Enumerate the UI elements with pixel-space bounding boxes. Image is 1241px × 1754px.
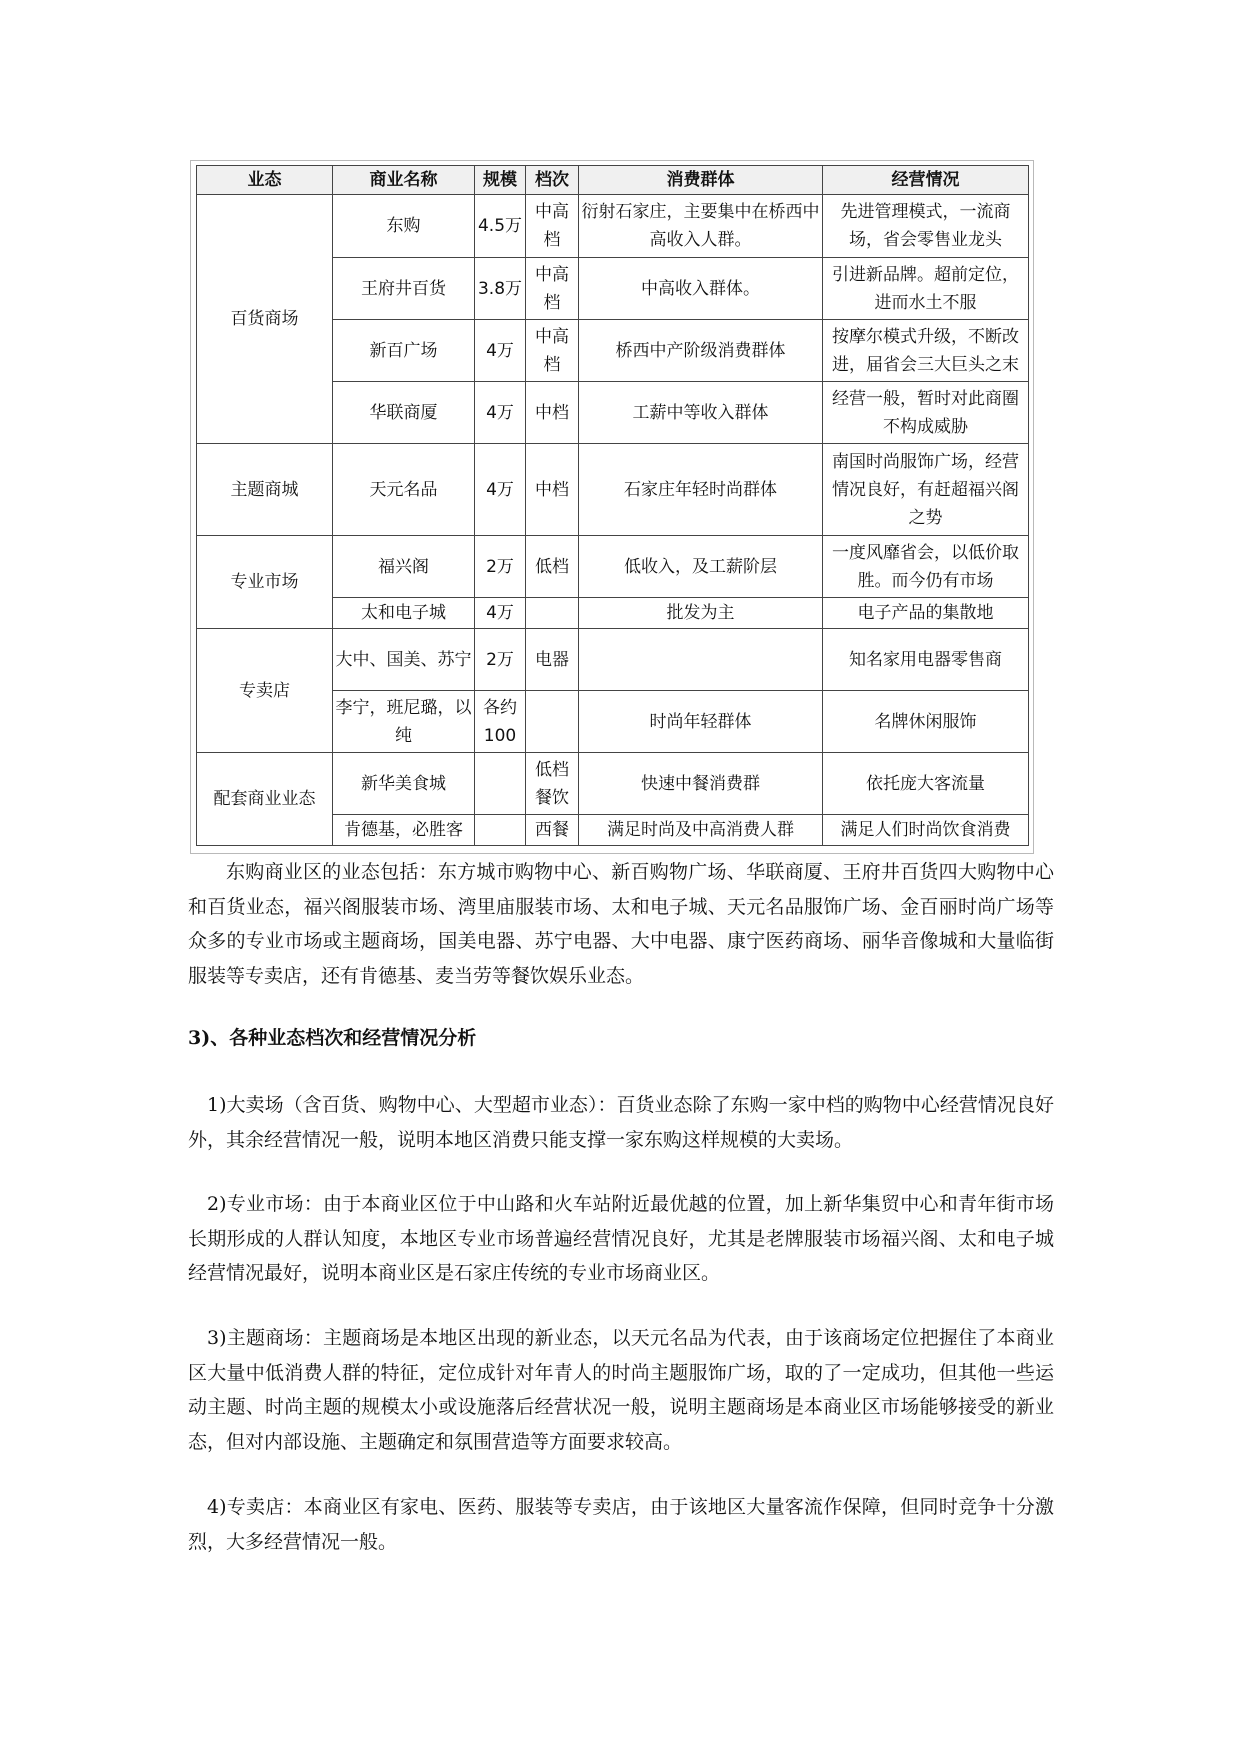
header-cell: 经营情况 xyxy=(823,166,1029,195)
grade-cell: 中高档 xyxy=(526,258,579,320)
name-cell: 王府井百货 xyxy=(333,258,475,320)
scale-cell: 各约100 xyxy=(475,691,526,753)
table-row xyxy=(197,444,1029,536)
grade-cell: 低档餐饮 xyxy=(526,753,579,815)
scale-cell xyxy=(475,753,526,815)
table-row xyxy=(197,195,1029,258)
category-cell: 百货商场 xyxy=(197,195,333,444)
analysis-paragraph-3: 3)主题商场：主题商场是本地区出现的新业态，以天元名品为代表，由于该商场定位把握住了本商业区大量中低消费人群的特征，定位成针对年青人的时尚主题服饰广场，取的了一定成功，但其他一些运动主题、时尚主题的规模太小或设施落后经营状况一般，说明主题商场是本商业区市场能够接受的新业态，但对内部设施、主题确定和氛围营造等方面要求较高。 xyxy=(188,1327,1054,1453)
name-cell: 大中、国美、苏宁 xyxy=(333,629,475,691)
category-cell: 主题商城 xyxy=(197,444,333,536)
scale-cell xyxy=(475,815,526,846)
grade-cell: 西餐 xyxy=(526,815,579,846)
header-cell: 商业名称 xyxy=(333,166,475,195)
grade-cell: 电器 xyxy=(526,629,579,691)
grade-cell: 中高档 xyxy=(526,195,579,258)
operation-cell: 南国时尚服饰广场，经营情况良好，有赶超福兴阁之势 xyxy=(823,444,1029,536)
grade-cell: 中档 xyxy=(526,382,579,444)
operation-cell: 满足人们时尚饮食消费 xyxy=(823,815,1029,846)
operation-cell: 知名家用电器零售商 xyxy=(823,629,1029,691)
category-cell: 专业市场 xyxy=(197,536,333,629)
scale-cell: 4万 xyxy=(475,320,526,382)
header-cell: 消费群体 xyxy=(579,166,823,195)
scale-cell: 4万 xyxy=(475,382,526,444)
name-cell: 李宁，班尼璐，以纯 xyxy=(333,691,475,753)
name-cell: 天元名品 xyxy=(333,444,475,536)
operation-cell: 一度风靡省会，以低价取胜。而今仍有市场 xyxy=(823,536,1029,598)
table-header-row xyxy=(197,166,1029,195)
operation-cell: 按摩尔模式升级，不断改进，届省会三大巨头之末 xyxy=(823,320,1029,382)
customers-cell: 石家庄年轻时尚群体 xyxy=(579,444,823,536)
analysis-paragraph-2: 2)专业市场：由于本商业区位于中山路和火车站附近最优越的位置，加上新华集贸中心和青年街市场长期形成的人群认知度，本地区专业市场普遍经营情况良好，尤其是老牌服装市场福兴阁、太和电子城经营情况最好，说明本商业区是石家庄传统的专业市场商业区。 xyxy=(188,1193,1054,1284)
customers-cell xyxy=(579,629,823,691)
name-cell: 太和电子城 xyxy=(333,598,475,629)
customers-cell: 批发为主 xyxy=(579,598,823,629)
scale-cell: 4.5万 xyxy=(475,195,526,258)
name-cell: 华联商厦 xyxy=(333,382,475,444)
operation-cell: 名牌休闲服饰 xyxy=(823,691,1029,753)
grade-cell: 低档 xyxy=(526,536,579,598)
scale-cell: 2万 xyxy=(475,536,526,598)
scale-cell: 4万 xyxy=(475,598,526,629)
scale-cell: 2万 xyxy=(475,629,526,691)
grade-cell xyxy=(526,598,579,629)
customers-cell: 工薪中等收入群体 xyxy=(579,382,823,444)
customers-cell: 时尚年轻群体 xyxy=(579,691,823,753)
customers-cell: 低收入，及工薪阶层 xyxy=(579,536,823,598)
table-row xyxy=(197,629,1029,691)
operation-cell: 依托庞大客流量 xyxy=(823,753,1029,815)
scale-cell: 4万 xyxy=(475,444,526,536)
grade-cell: 中档 xyxy=(526,444,579,536)
customers-cell: 桥西中产阶级消费群体 xyxy=(579,320,823,382)
table-row xyxy=(197,536,1029,598)
customers-cell: 中高收入群体。 xyxy=(579,258,823,320)
section-heading: 3)、各种业态档次和经营情况分析 xyxy=(188,1027,477,1049)
scale-cell: 3.8万 xyxy=(475,258,526,320)
customers-cell: 满足时尚及中高消费人群 xyxy=(579,815,823,846)
header-cell: 档次 xyxy=(526,166,579,195)
grade-cell xyxy=(526,691,579,753)
intro-paragraph: 东购商业区的业态包括：东方城市购物中心、新百购物广场、华联商厦、王府井百货四大购物中心和百货业态，福兴阁服装市场、湾里庙服装市场、太和电子城、天元名品服饰广场、金百丽时尚广场等众多的专业市场或主题商场，国美电器、苏宁电器、大中电器、康宁医药商场、丽华音像城和大量临街服装等专卖店，还有肯德基、麦当劳等餐饮娱乐业态。 xyxy=(188,861,1054,987)
operation-cell: 电子产品的集散地 xyxy=(823,598,1029,629)
name-cell: 新华美食城 xyxy=(333,753,475,815)
operation-cell: 先进管理模式，一流商场，省会零售业龙头 xyxy=(823,195,1029,258)
category-cell: 专卖店 xyxy=(197,629,333,753)
category-cell: 配套商业业态 xyxy=(197,753,333,846)
customers-cell: 快速中餐消费群 xyxy=(579,753,823,815)
name-cell: 新百广场 xyxy=(333,320,475,382)
name-cell: 肯德基，必胜客 xyxy=(333,815,475,846)
table-row xyxy=(197,753,1029,815)
name-cell: 福兴阁 xyxy=(333,536,475,598)
name-cell: 东购 xyxy=(333,195,475,258)
header-cell: 规模 xyxy=(475,166,526,195)
customers-cell: 衍射石家庄，主要集中在桥西中高收入人群。 xyxy=(579,195,823,258)
retail-format-table-image xyxy=(190,160,1034,854)
operation-cell: 经营一般，暂时对此商圈不构成威胁 xyxy=(823,382,1029,444)
header-cell: 业态 xyxy=(197,166,333,195)
analysis-paragraph-4: 4)专卖店：本商业区有家电、医药、服装等专卖店，由于该地区大量客流作保障，但同时竞争十分激烈，大多经营情况一般。 xyxy=(188,1496,1054,1553)
analysis-paragraph-1: 1)大卖场（含百货、购物中心、大型超市业态）：百货业态除了东购一家中档的购物中心经营情况良好外，其余经营情况一般，说明本地区消费只能支撑一家东购这样规模的大卖场。 xyxy=(188,1094,1054,1151)
retail-format-table xyxy=(196,165,1029,846)
operation-cell: 引进新品牌。超前定位，进而水土不服 xyxy=(823,258,1029,320)
grade-cell: 中高档 xyxy=(526,320,579,382)
